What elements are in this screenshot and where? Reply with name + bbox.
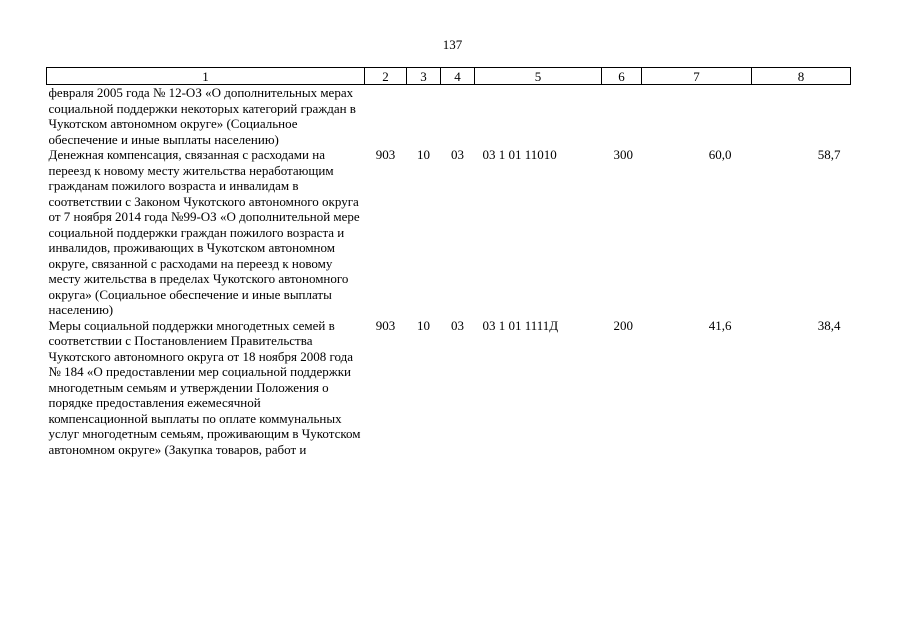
header-col-4: 4 [441, 68, 475, 85]
row-col2: 903 [375, 317, 396, 333]
table-header-row [47, 68, 851, 85]
row-col5: 03 1 01 1111Д [482, 317, 559, 333]
row-col7: 60,0 [708, 147, 732, 162]
row-col6: 300 [613, 147, 633, 162]
table-row [47, 85, 851, 148]
row-col3: 10 [417, 147, 430, 162]
header-col-8: 8 [752, 68, 851, 85]
row-col5: 03 1 01 11010 [482, 147, 557, 162]
table-row [47, 147, 851, 318]
header-col-1: 1 [47, 68, 365, 85]
row-col5 [475, 85, 602, 148]
row-col4 [441, 85, 475, 148]
row-col8 [752, 85, 851, 148]
header-col-5: 5 [475, 68, 602, 85]
row-col4: 03 [451, 147, 464, 162]
row-name: Меры социальной поддержки многодетных семей в соответствии с Постановлением Правительства Чукотского автономного округа от 18 ноября 2008 года № 184 «О предоставлении мер социальной поддержки многодетным семьям и утверждении Положения о порядке предоставления ежемесячной компенсационной выплаты по оплате коммунальных услуг многодетным семьям, проживающим в Чукотском автономном округе» (Закупка товаров, работ и [48, 317, 361, 457]
header-col-3: 3 [407, 68, 441, 85]
header-col-2: 2 [365, 68, 407, 85]
row-col3: 10 [417, 317, 430, 333]
row-col7 [642, 85, 752, 148]
budget-table [46, 67, 851, 457]
page-number: 137 [442, 37, 463, 52]
header-col-6: 6 [602, 68, 642, 85]
row-col8: 38,4 [817, 317, 841, 333]
row-col2: 903 [375, 147, 396, 162]
row-name: Денежная компенсация, связанная с расходами на переезд к новому месту жительства неработающим гражданам пожилого возраста и инвалидам в соответствии с Законом Чукотского автономного округа от 7 ноября 2014 года №99-ОЗ «О дополнительной мере социальной поддержки граждан пожилого возраста и инвалидов, проживающих в Чукотском автономном округе, связанной с расходами на переезд к новому месту жительства в пределах Чукотского автономного округа» (Социальное обеспечение и иные выплаты населению) [48, 147, 360, 317]
row-col7: 41,6 [708, 317, 732, 333]
header-col-7: 7 [642, 68, 752, 85]
row-col3 [407, 85, 441, 148]
row-col6: 200 [613, 317, 633, 333]
row-col2 [365, 85, 407, 148]
table-row [47, 318, 851, 458]
row-col8: 58,7 [817, 147, 841, 162]
row-col6 [602, 85, 642, 148]
row-name: февраля 2005 года № 12-ОЗ «О дополнительных мерах социальной поддержки некоторых категорий граждан в Чукотском автономном округе» (Социальное обеспечение и иные выплаты населению) [48, 85, 356, 147]
row-col4: 03 [451, 317, 464, 333]
